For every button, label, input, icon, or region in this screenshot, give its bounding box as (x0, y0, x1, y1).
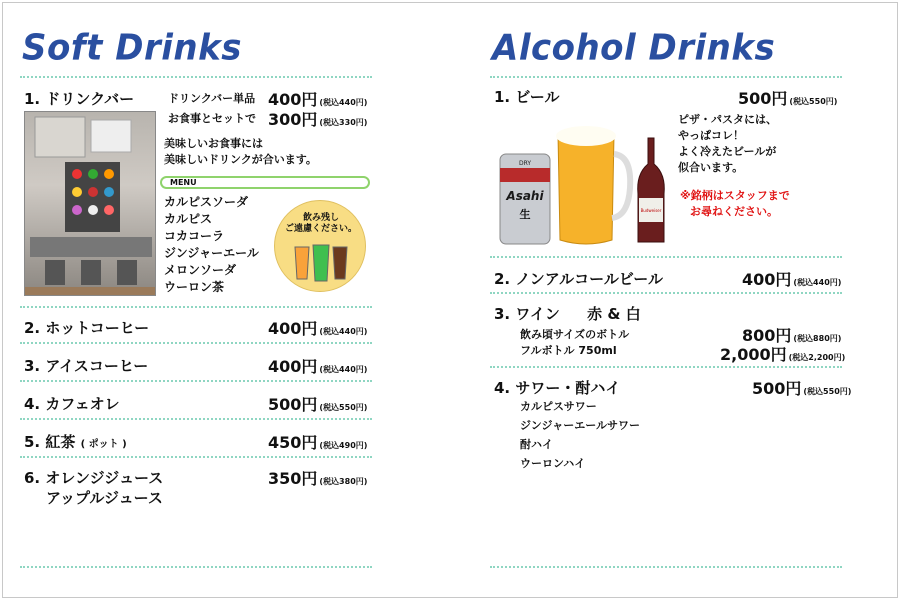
item-name: ビール (515, 88, 560, 106)
item-title (24, 88, 134, 109)
tax-note: (税込550円) (319, 403, 368, 412)
tax-note: (税込880円) (793, 334, 842, 343)
item-number: 5. (24, 433, 41, 451)
can-top-label: DRY (518, 160, 532, 167)
hot-coffee-price (268, 316, 367, 339)
tax-note: (税込440円) (793, 278, 842, 287)
tax-note: (税込440円) (319, 98, 368, 107)
sour-item: 酎ハイ (520, 438, 553, 451)
item-number: 4. (24, 395, 41, 413)
beer-note-line: よく冷えたビールが (678, 145, 777, 158)
item-number: 2. (494, 270, 511, 288)
item-black-tea (24, 431, 127, 452)
menu-item: メロンソーダ (164, 263, 237, 277)
tax-note: (税込550円) (789, 97, 838, 106)
item-name: カフェオレ (45, 395, 120, 413)
price-value: 2,000円 (720, 345, 787, 364)
tax-note: (税込2,200円) (788, 353, 846, 362)
soft-drinks-column (20, 0, 380, 600)
wine-full-price (720, 342, 845, 365)
divider (490, 566, 842, 568)
item-number: 3. (494, 305, 511, 323)
divider (20, 456, 372, 458)
badge-text (275, 213, 367, 235)
price-value: 500円 (738, 89, 788, 108)
beer-note-line: ピザ・パスタには、 (678, 113, 777, 126)
menu-item: ウーロン茶 (164, 280, 225, 294)
beer-note-line: 似合います。 (678, 161, 744, 174)
divider (20, 342, 372, 344)
price-value: 500円 (268, 395, 318, 414)
price-value: 400円 (268, 357, 318, 376)
item-number: 4. (494, 379, 511, 397)
beer-note (678, 112, 777, 176)
bottle-label: Budweiser (640, 208, 662, 213)
item-number: 1. (24, 90, 41, 108)
tax-note: (税込330円) (319, 118, 368, 127)
item-sour (494, 377, 620, 398)
tax-note: (税込380円) (319, 477, 368, 486)
price-value: 450円 (268, 433, 318, 452)
item-name: ノンアルコールビール (515, 270, 663, 288)
item-name: ドリンクバー (45, 90, 135, 108)
drinkbar-set-label: お食事とセットで (168, 112, 256, 125)
divider (20, 566, 372, 568)
menu-item: カルピスソーダ (164, 195, 249, 209)
sour-price (752, 376, 851, 399)
iced-coffee-price (268, 354, 367, 377)
menu-item: カルピス (164, 212, 213, 226)
item-beer (494, 86, 559, 107)
beer-products-image (498, 124, 668, 248)
price-value: 500円 (752, 379, 802, 398)
price-value: 800円 (742, 326, 792, 345)
divider (20, 76, 372, 78)
item-number: 6. (24, 469, 41, 487)
alcohol-drinks-title: Alcohol Drinks (492, 27, 776, 69)
item-non-alcohol-beer (494, 268, 663, 289)
wine-small-label: 飲み頃サイズのボトル (520, 328, 630, 341)
item-name: ワイン (515, 305, 560, 323)
menu-item: ジンジャーエール (164, 246, 259, 260)
black-tea-price (268, 430, 367, 453)
tax-note: (税込440円) (319, 327, 368, 336)
sour-item: ジンジャーエールサワー (520, 419, 641, 432)
brand-notice (680, 188, 790, 220)
drinkbar-single-label: ドリンクバー単品 (168, 92, 256, 105)
tax-note: (税込490円) (319, 441, 368, 450)
price-value: 350円 (268, 469, 318, 488)
divider (490, 256, 842, 258)
non-alcohol-price (742, 267, 841, 290)
divider (490, 76, 842, 78)
divider (20, 380, 372, 382)
wine-full-label: フルボトル 750ml (520, 344, 617, 357)
leftover-notice-badge (274, 200, 366, 292)
drinkbar-desc-1: 美味しいお食事には (164, 137, 263, 150)
sour-list (520, 397, 640, 473)
divider (20, 306, 372, 308)
drinkbar-set-price (268, 107, 367, 130)
item-hot-coffee (24, 317, 149, 338)
price-value: 400円 (742, 270, 792, 289)
item-number: 3. (24, 357, 41, 375)
item-cafe-au-lait (24, 393, 120, 414)
item-name: 紅茶 (45, 433, 76, 451)
item-wine (494, 303, 641, 324)
brand-notice-line: ※銘柄はスタッフまで (680, 189, 790, 202)
drinkbar-menu-list (164, 194, 259, 296)
divider (490, 366, 842, 368)
item-juice-line-2: アップルジュース (46, 489, 163, 507)
tax-note: (税込440円) (319, 365, 368, 374)
sour-item: カルピスサワー (520, 400, 597, 413)
item-juice (24, 467, 163, 488)
can-sub-label: 生 (519, 208, 531, 221)
item-number: 1. (494, 88, 511, 106)
item-name: オレンジジュース (45, 469, 164, 487)
brand-notice-line: お尋ねください。 (690, 205, 778, 218)
divider (490, 292, 842, 294)
sour-item: ウーロンハイ (520, 457, 586, 470)
menu-item: コカコーラ (164, 229, 225, 243)
divider (20, 418, 372, 420)
drinkbar-desc-2: 美味しいドリンクが合います。 (164, 153, 317, 166)
beer-note-line: やっぱコレ！ (678, 129, 744, 142)
price-value: 400円 (268, 90, 318, 109)
item-sub-note: ( ポット ) (80, 439, 127, 450)
item-name: サワー・酎ハイ (515, 379, 621, 397)
price-value: 400円 (268, 319, 318, 338)
badge-line-2: ご遠慮ください。 (284, 224, 357, 234)
wine-color-note: 赤 & 白 (587, 305, 641, 323)
item-name: アイスコーヒー (45, 357, 149, 375)
tax-note: (税込550円) (803, 387, 852, 396)
soft-drinks-title: Soft Drinks (22, 27, 242, 69)
drink-machine-image (24, 111, 156, 296)
badge-line-1: 飲み残し (302, 213, 339, 223)
can-brand-label: Asahi (506, 189, 544, 203)
menu-label-bar: MENU (160, 176, 370, 189)
glasses-icon (291, 241, 351, 283)
alcohol-drinks-column (490, 0, 850, 600)
cafe-au-lait-price (268, 392, 367, 415)
price-value: 300円 (268, 110, 318, 129)
juice-price (268, 466, 367, 489)
beer-price (738, 86, 837, 109)
item-name: ホットコーヒー (45, 319, 150, 337)
item-iced-coffee (24, 355, 148, 376)
item-number: 2. (24, 319, 41, 337)
